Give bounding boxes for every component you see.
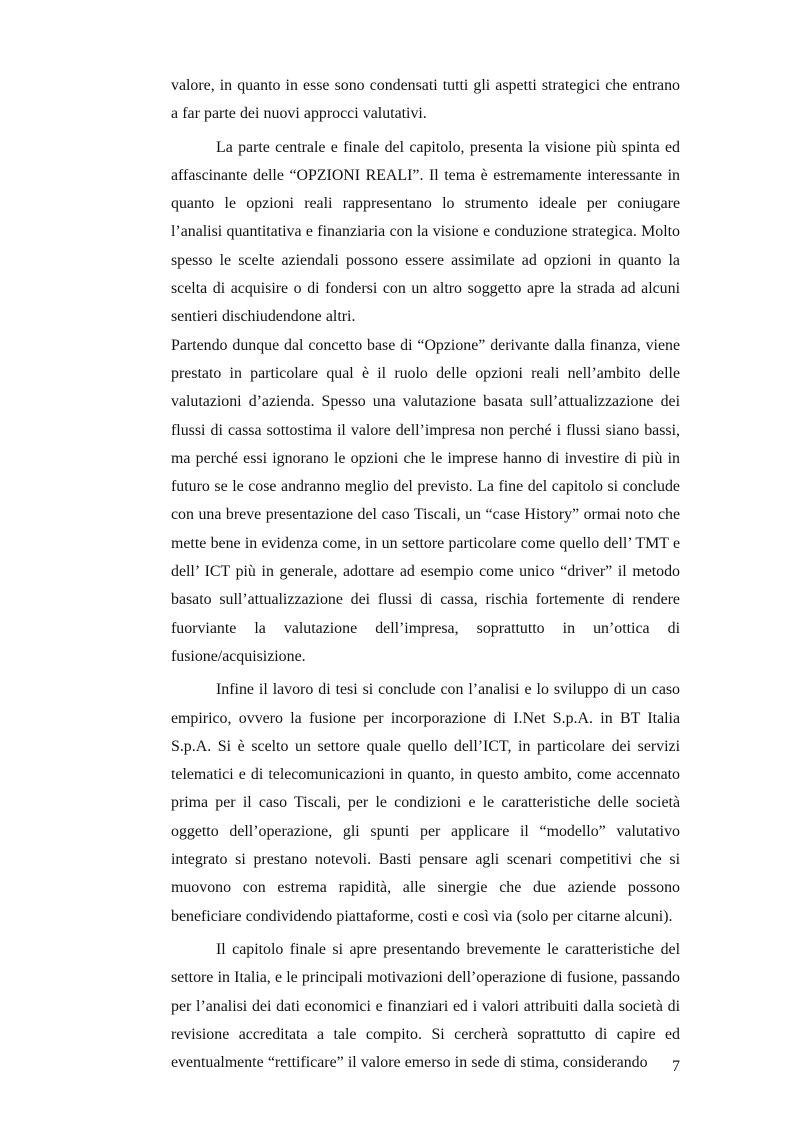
- paragraph-5: Il capitolo finale si apre presentando brevemente le caratteristiche del settore in Italia, e le principali motivazioni dell’operazione di fusione, passando per l’analisi dei dati economici e finanziari ed i valori attribuiti dalla società di revisione accreditata a tale compito. Si cercherà soprattutto di capire ed eventualmente “rettificare” il valore emerso in sede di stima, considerando: [171, 940, 680, 1072]
- paragraph-3: Partendo dunque dal concetto base di “Opzione” derivante dalla finanza, viene prestato in particolare qual è il ruolo delle opzioni reali nell’ambito delle valutazioni d’azienda. Spesso una valutazione basata sull’attualizzazione dei flussi di cassa sottostima il valore dell’impresa non perché i flussi siano bassi, ma perché essi ignorano le opzioni che le imprese hanno di investire di più in futuro se le cose andranno meglio del previsto. La fine del capitolo si conclude con una breve presentazione del caso Tiscali, un “case History” ormai noto che mette bene in evidenza come, in un settore particolare come quello dell’ TMT e dell’ ICT più in generale, adottare ad esempio come unico “driver” il metodo basato sull’attualizzazione dei flussi di cassa, rischia fortemente di rendere fuorviante la valutazione dell’impresa, soprattutto in un’ottica di fusione/acquisizione.: [171, 336, 680, 665]
- page-number: 7: [672, 1058, 680, 1075]
- paragraph-2: La parte centrale e finale del capitolo, presenta la visione più spinta ed affascinante delle “OPZIONI REALI”. Il tema è estremamente interessante in quanto le opzioni reali rappresentano lo strumento ideale per coniugare l’analisi quantitativa e finanziaria con la visione e conduzione strategica. Molto spesso le scelte aziendali possono essere assimilate ad opzioni in quanto la scelta di acquisire o di fondersi con un altro soggetto apre la strada ad alcuni sentieri dischiudendone altri.: [171, 138, 680, 326]
- page-body: [171, 72, 680, 1077]
- paragraph-4: Infine il lavoro di tesi si conclude con l’analisi e lo sviluppo di un caso empirico, ovvero la fusione per incorporazione di I.Net S.p.A. in BT Italia S.p.A. Si è scelto un settore quale quello dell’ICT, in particolare dei servizi telematici e di telecomunicazioni in quanto, in questo ambito, come accennato prima per il caso Tiscali, per le condizioni e le caratteristiche delle società oggetto dell’operazione, gli spunti per applicare il “modello” valutativo integrato si prestano notevoli. Basti pensare agli scenari competitivi che si muovono con estrema rapidità, alle sinergie che due aziende possono beneficiare condividendo piattaforme, costi e così via (solo per citarne alcuni).: [171, 681, 680, 925]
- paragraph-1: valore, in quanto in esse sono condensati tutti gli aspetti strategici che entrano a far parte dei nuovi approcci valutativi.: [171, 77, 680, 123]
